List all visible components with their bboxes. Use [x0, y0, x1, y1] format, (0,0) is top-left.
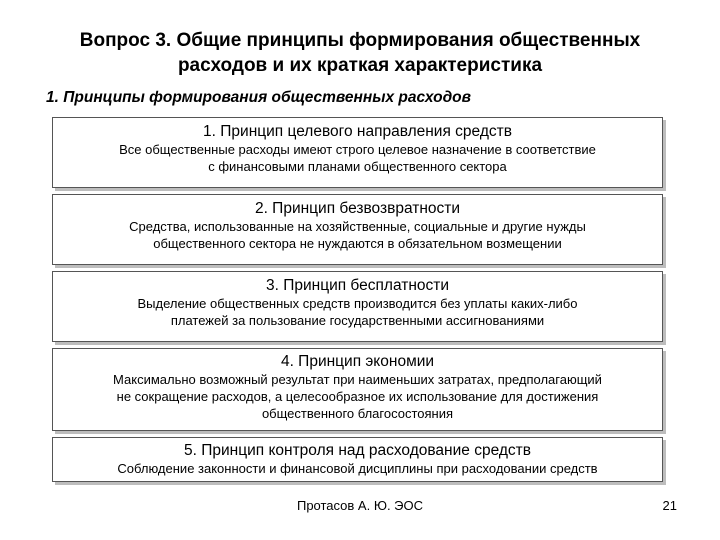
slide-title: [40, 28, 680, 78]
slide-title-line-1: Вопрос 3. Общие принципы формирования общественных: [79, 30, 641, 51]
principle-box-4: [52, 348, 663, 431]
principle-description-line: Выделение общественных средств производится без уплаты каких-либо: [137, 296, 578, 311]
footer-author: Протасов А. Ю. ЭОС: [296, 498, 424, 513]
principle-heading: 2. Принцип безвозвратности: [254, 200, 461, 217]
section-subtitle: 1. Принципы формирования общественных расходов: [46, 89, 472, 106]
principle-description-line: Соблюдение законности и финансовой дисциплины при расходовании средств: [117, 461, 598, 476]
principle-description-line: общественного благосостояния: [261, 406, 454, 421]
principle-box-1: [52, 117, 663, 188]
principle-description-line: с финансовыми планами общественного сектора: [208, 159, 507, 174]
principle-description-line: общественного сектора не нуждаются в обязательном возмещении: [153, 236, 562, 251]
principle-box-3: [52, 271, 663, 342]
principle-description-line: не сокращение расходов, а целесообразное их использование для достижения: [116, 389, 599, 404]
slide-title-line-2: расходов и их краткая характеристика: [177, 55, 543, 76]
principle-heading: 4. Принцип экономии: [280, 353, 435, 370]
page-number: 21: [662, 498, 677, 513]
principle-heading: 5. Принцип контроля над расходование средств: [184, 442, 531, 459]
principle-description-line: платежей за пользование государственными ассигнованиями: [170, 313, 545, 328]
principle-box-5: [52, 437, 663, 482]
principle-description-line: Максимально возможный результат при наименьших затратах, предполагающий: [113, 372, 602, 387]
principle-heading: 3. Принцип бесплатности: [265, 277, 450, 294]
principle-description-line: Средства, использованные на хозяйственные, социальные и другие нужды: [129, 219, 586, 234]
principle-description-line: Все общественные расходы имеют строго целевое назначение в соответствие: [119, 142, 596, 157]
principle-box-2: [52, 194, 663, 265]
principle-heading: 1. Принцип целевого направления средств: [203, 123, 512, 140]
